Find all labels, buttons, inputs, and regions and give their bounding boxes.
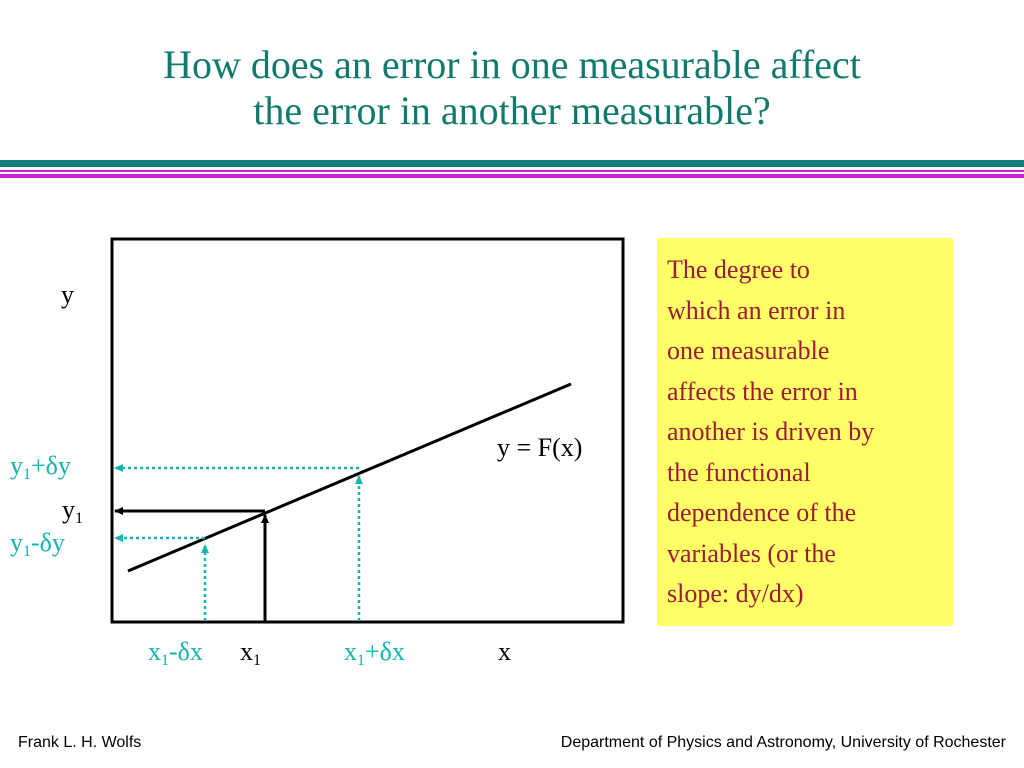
label-x1-minus-dx-base: x (148, 637, 161, 666)
label-y1-minus-dy-rest: -δy (31, 528, 65, 557)
y-axis-label: y (61, 280, 74, 309)
label-y1-plus-dy-sub: 1 (23, 466, 31, 483)
note-line: The degree to (667, 255, 810, 284)
footer-author: Frank L. H. Wolfs (18, 734, 142, 751)
label-x1-minus-dx (148, 637, 203, 669)
title-line-1: How does an error in one measurable affect (163, 42, 861, 87)
label-y1-plus-dy-rest: +δy (31, 451, 71, 480)
label-x1-sub: 1 (253, 652, 261, 669)
label-y1-minus-dy (10, 528, 65, 560)
function-line (128, 384, 571, 571)
note-line: variables (or the (667, 538, 836, 568)
label-x1-plus-dx-rest: +δx (365, 637, 405, 666)
label-y1-plus-dy (10, 451, 71, 483)
plot-frame (112, 239, 623, 622)
label-x1-plus-dx-base: x (344, 637, 357, 666)
title-line-2: the error in another measurable? (253, 88, 771, 133)
footer-department: Department of Physics and Astronomy, University of Rochester (560, 734, 1006, 751)
label-y1-minus-dy-sub: 1 (23, 543, 31, 560)
label-x1-plus-dx-sub: 1 (357, 652, 365, 669)
label-y1-minus-dy-base: y (10, 528, 23, 557)
note-line: slope: dy/dx) (667, 579, 804, 608)
label-y1-base: y (62, 495, 75, 524)
explanation-note (657, 238, 953, 626)
note-line: affects the error in (667, 376, 858, 406)
note-line: one measurable (667, 336, 830, 365)
label-y1-sub: 1 (75, 510, 83, 527)
label-x1-minus-dx-sub: 1 (161, 652, 169, 669)
label-x1-base: x (240, 637, 253, 666)
x-axis-label: x (498, 637, 511, 666)
note-line: another is driven by (667, 417, 875, 446)
note-line: the functional (667, 457, 811, 487)
label-y1 (62, 495, 83, 527)
label-x1-plus-dx (344, 637, 405, 669)
note-line: which an error in (667, 295, 846, 325)
function-label: y = F(x) (497, 433, 583, 462)
label-x1 (240, 637, 261, 669)
label-x1-minus-dx-rest: -δx (169, 637, 203, 666)
label-y1-plus-dy-base: y (10, 451, 23, 480)
note-line: dependence of the (667, 498, 857, 527)
